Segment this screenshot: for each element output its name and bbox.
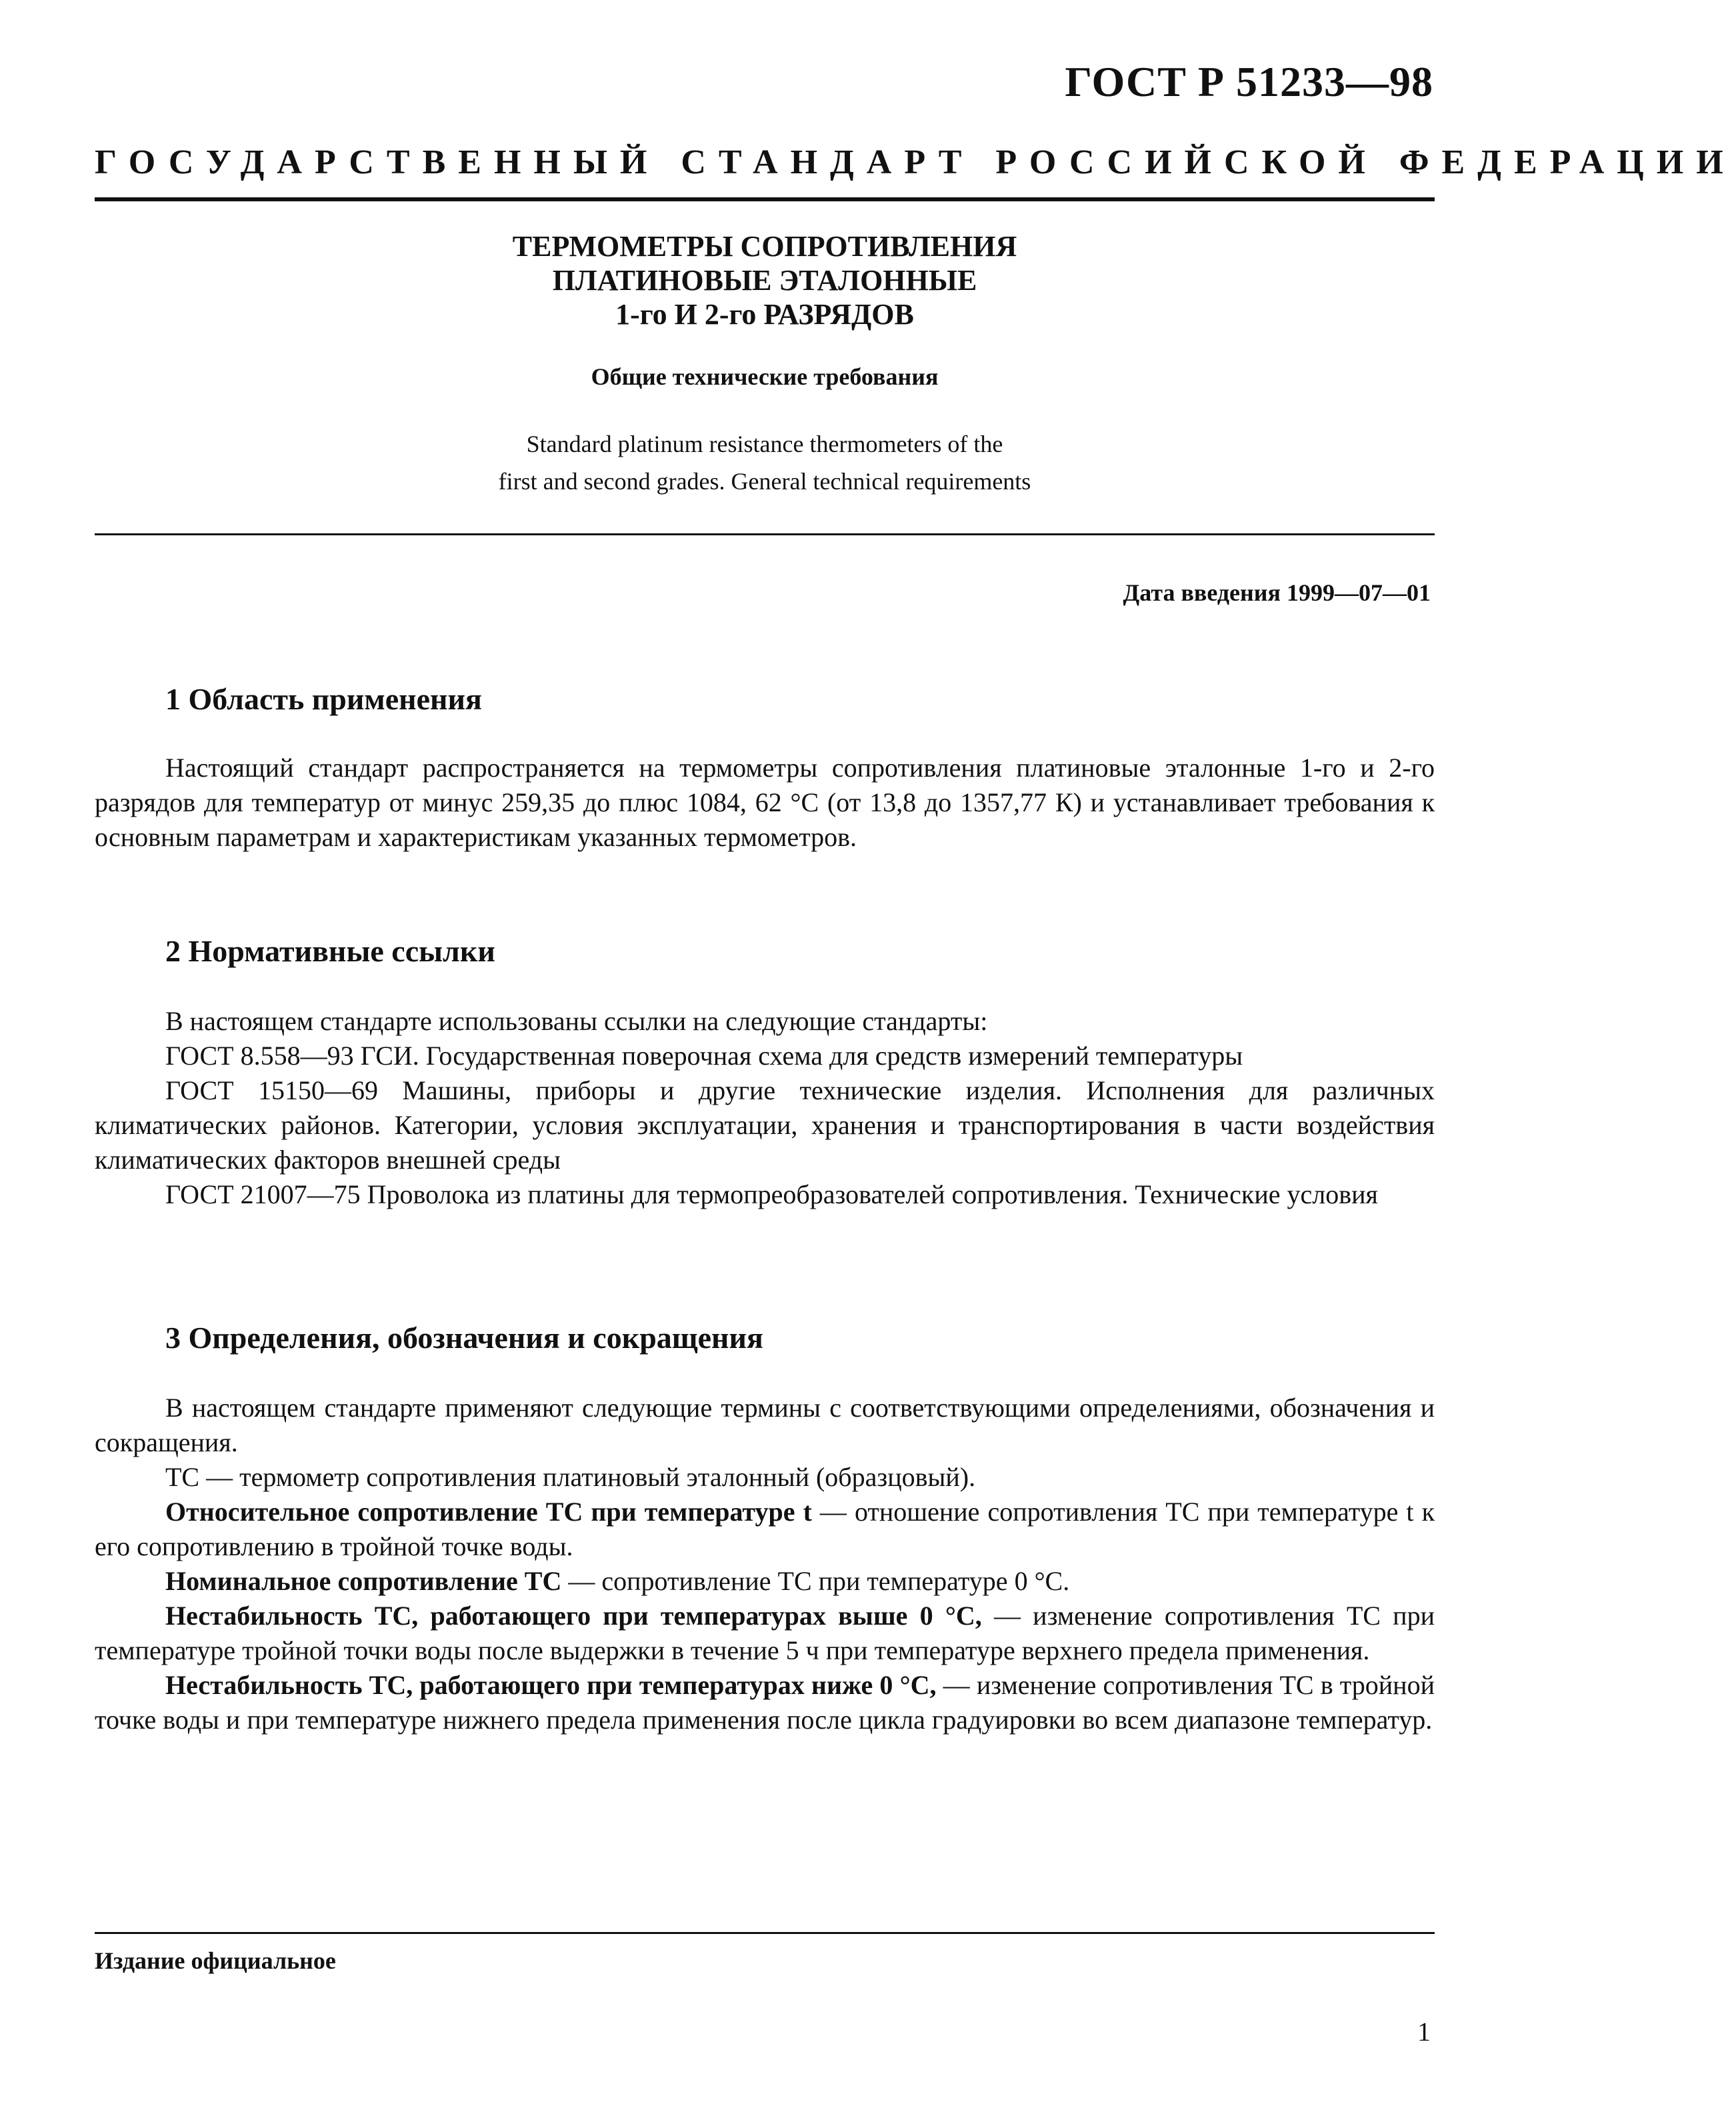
introduction-date: Дата введения 1999—07—01	[1123, 579, 1431, 606]
english-title-line-1: Standard platinum resistance thermometers of the	[526, 431, 1003, 457]
def-instability-below-zero: — изменение сопротивления ТС в тройной точке воды и при температуре нижнего предела применения после цикла градуировки во всем диапазоне температур.	[95, 1670, 1435, 1735]
def-relative-resistance: — отношение сопротивления ТС при температуре t к его сопротивлению в тройной точке воды.	[95, 1497, 1435, 1561]
english-title	[95, 425, 1435, 500]
document-subtitle: Общие технические требования	[591, 363, 939, 390]
section-2-paragraph-1: В настоящем стандарте использованы ссылки на следующие стандарты:	[165, 1006, 988, 1036]
definition-relative-resistance	[95, 1495, 1435, 1564]
page-number: 1	[1417, 2017, 1431, 2047]
section-1-heading: 1 Область применения	[165, 682, 482, 716]
section-3-body	[95, 1391, 1435, 1737]
def-instability-above-zero: — изменение сопротивления ТС при температуре тройной точки воды после выдержки в течение 5 ч при температуре верхнего предела применения.	[95, 1601, 1435, 1665]
reference-gost-21007: ГОСТ 21007—75 Проволока из платины для термопреобразователей сопротивления. Технические условия	[165, 1179, 1378, 1209]
reference-gost-15150: ГОСТ 15150—69 Машины, приборы и другие технические изделия. Исполнения для различных климатических районов. Категории, условия эксплуатации, хранения и транспортирования в части воздействия климатических факторов внешней среды	[95, 1075, 1435, 1175]
state-standard-heading: ГОСУДАРСТВЕННЫЙ СТАНДАРТ РОССИЙСКОЙ ФЕДЕРАЦИИ	[95, 143, 1736, 181]
title-line-2: ПЛАТИНОВЫЕ ЭТАЛОННЫЕ	[552, 264, 977, 297]
definition-instability-below-zero	[95, 1668, 1435, 1737]
section-1-body	[95, 751, 1435, 855]
term-relative-resistance: Относительное сопротивление ТС при температуре t	[165, 1497, 812, 1527]
definition-nominal-resistance	[95, 1564, 1435, 1599]
edition-note: Издание официальное	[95, 1947, 336, 1974]
term-nominal-resistance: Номинальное сопротивление ТС	[165, 1566, 562, 1596]
definition-tc: ТС — термометр сопротивления платиновый эталонный (образцовый).	[165, 1462, 976, 1492]
section-2-heading: 2 Нормативные ссылки	[165, 934, 495, 968]
def-nominal-resistance: — сопротивление ТС при температуре 0 °С.	[561, 1566, 1070, 1596]
title-divider	[95, 533, 1435, 535]
section-1-paragraph: Настоящий стандарт распространяется на термометры сопротивления платиновые эталонные 1-го и 2-го разрядов для температур от минус 259,35 до плюс 1084, 62 °С (от 13,8 до 1357,77 К) и устанавливает требования к основным параметрам и характеристикам указанных термометров.	[95, 753, 1435, 852]
definition-instability-above-zero	[95, 1599, 1435, 1668]
term-instability-below-zero: Нестабильность ТС, работающего при температурах ниже 0 °С,	[165, 1670, 937, 1700]
header-divider	[95, 197, 1435, 201]
section-3-heading: 3 Определения, обозначения и сокращения	[165, 1321, 763, 1355]
section-3-paragraph-1: В настоящем стандарте применяют следующие термины с соответствующими определениями, обозначения и сокращения.	[95, 1393, 1435, 1457]
section-2-body	[95, 1004, 1435, 1212]
reference-gost-8558: ГОСТ 8.558—93 ГСИ. Государственная поверочная схема для средств измерений температуры	[165, 1041, 1243, 1071]
document-title	[95, 229, 1435, 331]
footer-divider	[95, 1932, 1435, 1934]
term-instability-above-zero: Нестабильность ТС, работающего при температурах выше 0 °С,	[165, 1601, 982, 1631]
title-line-1: ТЕРМОМЕТРЫ СОПРОТИВЛЕНИЯ	[512, 230, 1017, 263]
english-title-line-2: first and second grades. General technical requirements	[498, 468, 1031, 495]
document-code: ГОСТ Р 51233—98	[1065, 58, 1433, 105]
title-line-3: 1-го И 2-го РАЗРЯДОВ	[615, 298, 914, 331]
